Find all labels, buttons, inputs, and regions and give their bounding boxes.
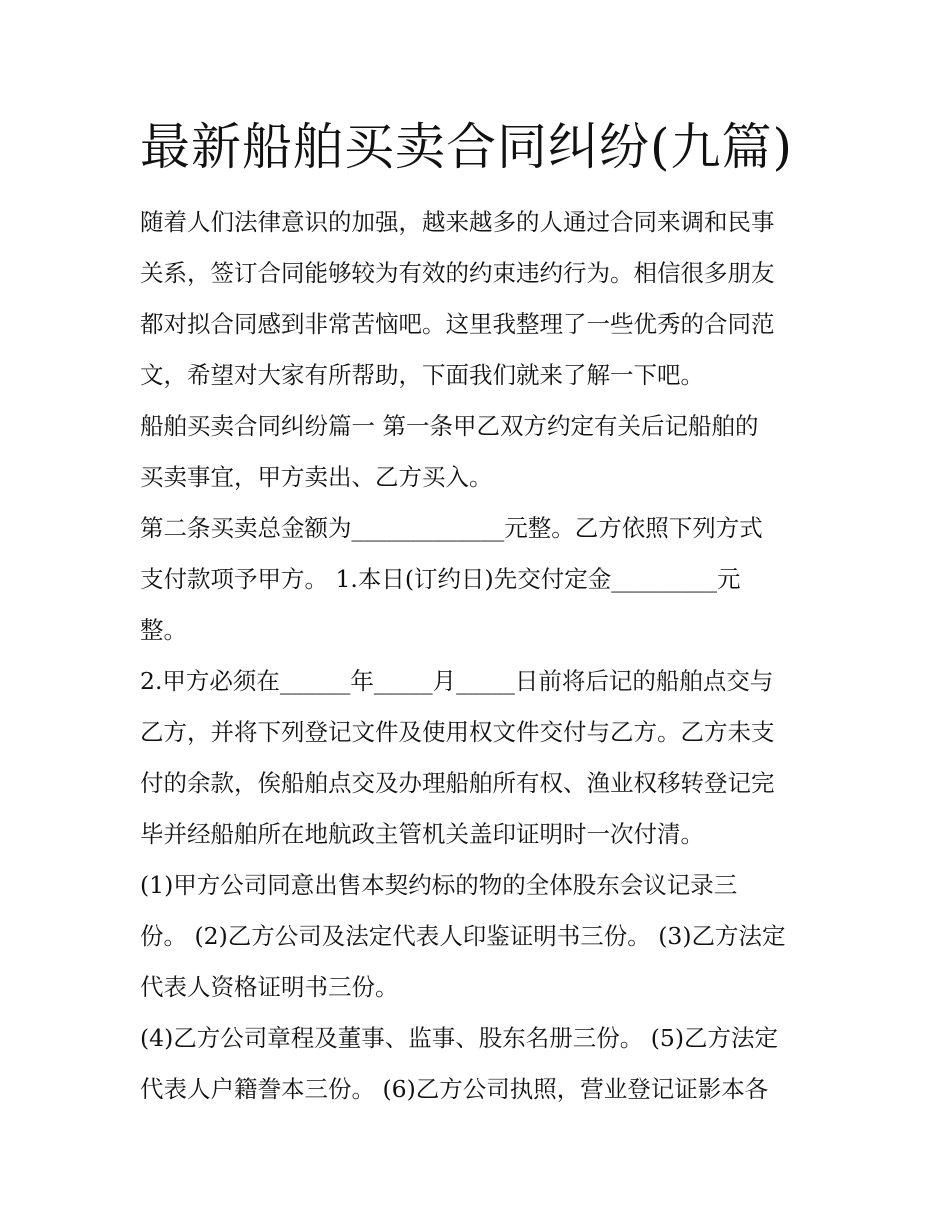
text-line: 文，希望对大家有所帮助，下面我们就来了解一下吧。 (140, 361, 704, 389)
document-title: 最新船舶买卖合同纠纷(九篇) (140, 118, 794, 176)
text-line: 买卖事宜，甲方卖出、乙方买入。 (140, 463, 493, 491)
text-line: 随着人们法律意识的加强，越来越多的人通过合同来调和民事 (140, 208, 775, 236)
text-line: 支付款项予甲方。 1.本日(订约日)先交付定金_________元 (140, 565, 741, 593)
text-line: 代表人资格证明书三份。 (140, 973, 399, 1001)
text-line: 份。 (2)乙方公司及法定代表人印鉴证明书三份。 (3)乙方法定 (140, 922, 786, 950)
text-line: 2.甲方必须在______年_____月_____日前将后记的船舶点交与 (140, 667, 774, 695)
text-line: 代表人户籍誊本三份。 (6)乙方公司执照，营业登记证影本各 (140, 1075, 769, 1103)
text-line: 整。 (140, 616, 187, 644)
text-line: 关系，签订合同能够较为有效的约束违约行为。相信很多朋友 (140, 259, 775, 287)
text-line: 都对拟合同感到非常苦恼吧。这里我整理了一些优秀的合同范 (140, 310, 775, 338)
text-line: 乙方，并将下列登记文件及使用权文件交付与乙方。乙方未支 (140, 718, 775, 746)
text-line: (4)乙方公司章程及董事、监事、股东名册三份。 (5)乙方法定 (140, 1024, 779, 1052)
text-line: 付的余款，俟船舶点交及办理船舶所有权、渔业权移转登记完 (140, 769, 775, 797)
text-line: 船舶买卖合同纠纷篇一 第一条甲乙双方约定有关后记船舶的 (140, 412, 759, 440)
text-line: (1)甲方公司同意出售本契约标的物的全体股东会议记录三 (140, 871, 738, 899)
text-line: 毕并经船舶所在地航政主管机关盖印证明时一次付清。 (140, 820, 704, 848)
text-line: 第二条买卖总金额为_____________元整。乙方依照下列方式 (140, 514, 763, 542)
